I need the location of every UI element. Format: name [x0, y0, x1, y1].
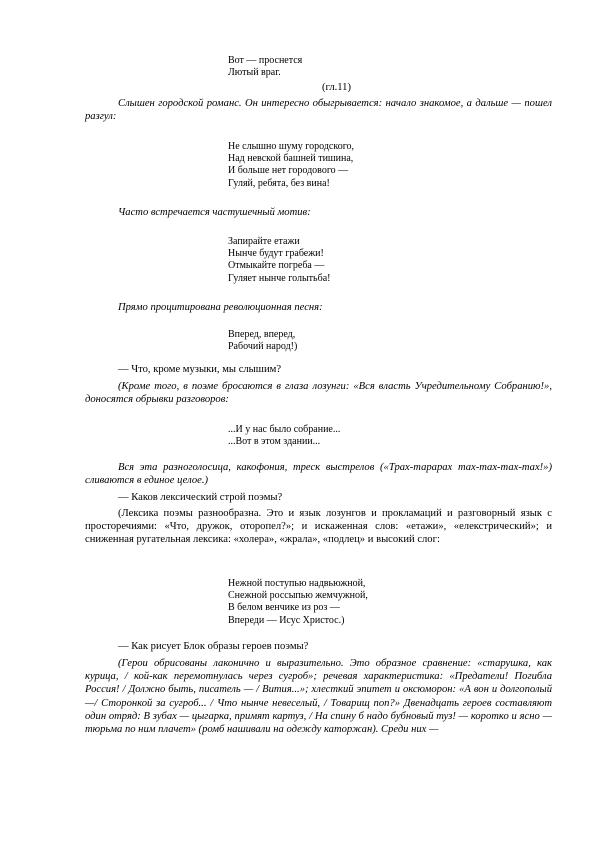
verse-line: ...Вот в этом здании...: [228, 436, 321, 448]
verse-line: И больше нет городового —: [228, 165, 349, 177]
chapter-reference: (гл.11): [322, 82, 351, 93]
verse-line: Нежной поступью надвьюжной,: [228, 578, 366, 589]
question-heroes: — Как рисует Блок образы героев поэмы?: [118, 641, 309, 652]
verse-fragment-5: [228, 424, 340, 448]
paragraph-lexicon: (Лексика поэмы разнообразна. Это и язык лозунгов и прокламаций и разговорный язык с просторечиями: «Что, дружок, оторопел?»; и искаженная слов: «етажи», «елекстрический»; и сниженная ругательная лексика: «холера», «жрала», «подлец» и высокий слог:: [85, 508, 552, 546]
question-music: — Что, кроме музыки, мы слышим?: [118, 364, 282, 375]
verse-fragment-1: [228, 55, 302, 79]
verse-line: В белом венчике из роз —: [228, 602, 340, 614]
paragraph-cacophony: Вся эта разноголосица, какофония, треск выстрелов («Трах-тарарах тах-тах-тах-тах!») сливаются в единое целое.): [85, 462, 552, 487]
verse-line: Над невской башней тишина,: [228, 153, 354, 165]
paragraph-city-romance: Слышен городской романс. Он интересно обыгрывается: начало знакомое, а дальше — пошел разгул:: [85, 98, 552, 123]
paragraph-chastushka: Часто встречается частушечный мотив:: [118, 207, 311, 218]
verse-fragment-3: [228, 236, 330, 285]
verse-line: Нынче будут грабежи!: [228, 248, 324, 260]
paragraph-slogans: (Кроме того, в поэме бросаются в глаза лозунги: «Вся власть Учредительному Собранию!», доносятся обрывки разговоров:: [85, 381, 552, 406]
verse-line: Вперед, вперед,: [228, 329, 296, 340]
verse-line: Отмыкайте погреба —: [228, 260, 325, 272]
verse-fragment-6: [228, 578, 368, 627]
verse-line: Гуляй, ребята, без вина!: [228, 177, 330, 189]
verse-line: Впереди — Исус Христос.): [228, 614, 345, 626]
verse-line: Запирайте етажи: [228, 236, 300, 247]
paragraph-revolutionary-song: Прямо процитирована революционная песня:: [118, 302, 323, 313]
verse-line: ...И у нас было собрание...: [228, 424, 341, 435]
paragraph-heroes: (Герои обрисованы лаконично и выразительно. Это образное сравнение: «старушка, как курица, / кой-как перемотнулась через сугроб»; речевая характеристика: «Предатели! Погибла Россия! / Должно быть, писатель — / Вития...»; хлесткий эпитет и оксюморон: «А вон и долгополый —/ Сторонкой за сугроб... / Что нынче невеселый, / Товарищ поп?» Двенадцать героев составляют один отряд: В зубах — цыгарка, примят картуз, / На спину б надо бубновый туз! — коротко и ясно — тюрьма по ним плачет» (ромб нашивали на одежду каторжан). Среди них —: [85, 658, 552, 736]
verse-line: Не слышно шуму городского,: [228, 141, 355, 152]
verse-line: Гуляет нынче голытьба!: [228, 272, 331, 284]
verse-fragment-2: [228, 141, 354, 190]
verse-line: Снежной россыпью жемчужной,: [228, 590, 368, 602]
question-lexicon: — Каков лексический строй поэмы?: [118, 492, 283, 503]
verse-line: Рабочий народ!): [228, 341, 298, 353]
verse-line: Лютый враг.: [228, 67, 281, 79]
verse-fragment-4: [228, 329, 297, 353]
verse-line: Вот — проснется: [228, 55, 303, 66]
